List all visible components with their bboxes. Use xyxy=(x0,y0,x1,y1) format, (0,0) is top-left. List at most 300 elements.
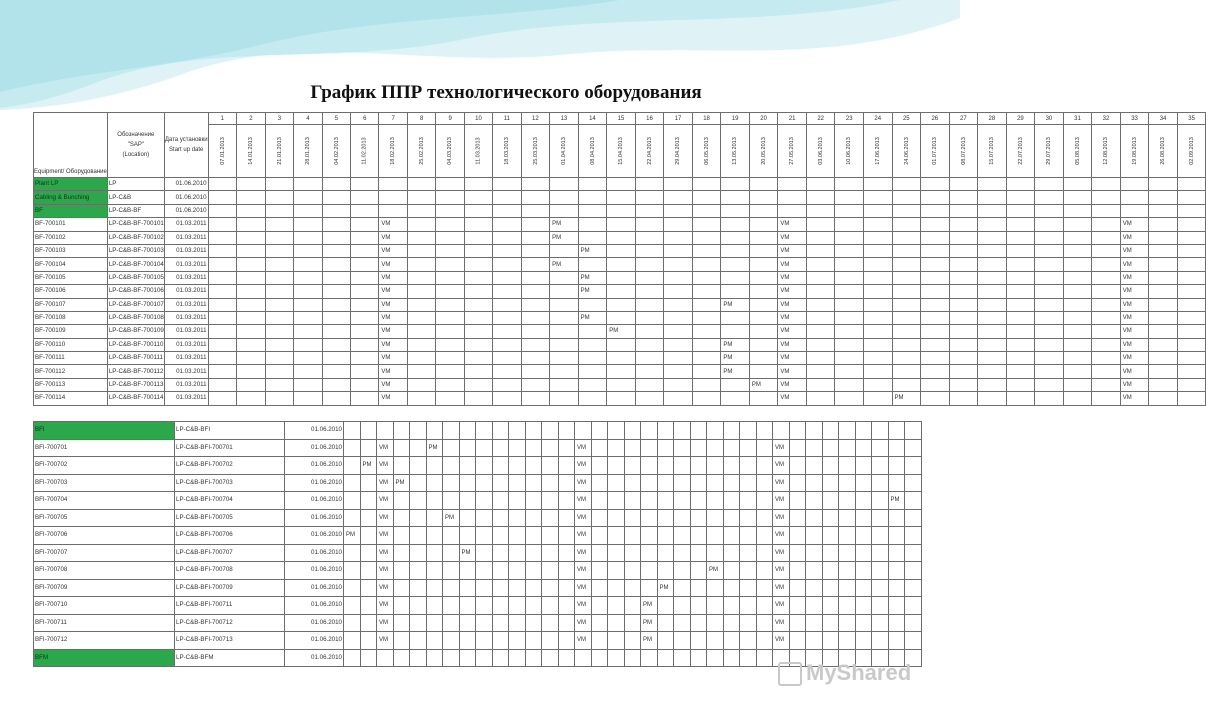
schedule-cell xyxy=(822,474,839,492)
schedule-cell xyxy=(558,474,575,492)
schedule-cell xyxy=(521,352,550,365)
schedule-cell xyxy=(459,439,476,457)
schedule-cell xyxy=(905,579,922,597)
schedule-cell xyxy=(707,492,724,510)
week-number-cell: 33 xyxy=(1120,113,1149,125)
schedule-cell xyxy=(607,365,636,378)
schedule-cell xyxy=(360,562,377,580)
schedule-cell xyxy=(1177,191,1206,204)
schedule-cell xyxy=(476,562,493,580)
schedule-cell xyxy=(740,614,757,632)
schedule-cell xyxy=(351,285,379,298)
schedule-cell xyxy=(542,439,559,457)
schedule-cell xyxy=(426,422,443,440)
schedule-cell xyxy=(624,422,641,440)
schedule-cell xyxy=(464,258,492,271)
startup-date-cell: 01.03.2011 xyxy=(164,285,208,298)
schedule-cell xyxy=(756,579,773,597)
startup-date-cell: 01.06.2010 xyxy=(285,632,344,650)
schedule-cell xyxy=(459,474,476,492)
schedule-cell xyxy=(872,509,889,527)
week-number-cell: 3 xyxy=(265,113,294,125)
table-row xyxy=(34,492,922,510)
schedule-cell xyxy=(641,527,658,545)
schedule-cell xyxy=(407,352,436,365)
schedule-cell xyxy=(360,614,377,632)
table-row xyxy=(34,338,1206,351)
schedule-cell xyxy=(888,422,905,440)
sap-code-cell: LP-C&B-BFI xyxy=(175,422,285,440)
schedule-cell xyxy=(1177,311,1206,324)
equipment-name-cell: BF-700102 xyxy=(34,231,108,244)
equipment-name-cell: BFI-700701 xyxy=(34,439,175,457)
week-number-cell: 12 xyxy=(521,113,550,125)
schedule-cell xyxy=(493,378,522,391)
schedule-cell: VM xyxy=(773,527,790,545)
schedule-cell xyxy=(635,311,664,324)
schedule-cell xyxy=(1035,178,1064,191)
schedule-cell xyxy=(978,365,1007,378)
equipment-name-cell: BF-700113 xyxy=(34,378,108,391)
schedule-cell xyxy=(692,258,721,271)
schedule-cell: VM xyxy=(778,271,807,284)
schedule-cell xyxy=(664,178,693,191)
schedule-cell xyxy=(1092,378,1121,391)
schedule-cell xyxy=(863,325,892,338)
schedule-cell: VM xyxy=(575,632,592,650)
schedule-cell xyxy=(237,285,266,298)
schedule-cell xyxy=(322,218,351,231)
week-date-label: 18.03.2013 xyxy=(503,137,510,165)
schedule-cell xyxy=(351,231,379,244)
schedule-cell xyxy=(550,178,579,191)
schedule-cell xyxy=(294,231,323,244)
schedule-cell: VM xyxy=(379,352,408,365)
week-date-cell xyxy=(892,125,921,178)
schedule-cell xyxy=(410,579,427,597)
sap-code-cell: LP-C&B-BF-700114 xyxy=(107,392,164,405)
schedule-cell xyxy=(476,439,493,457)
schedule-cell xyxy=(542,632,559,650)
schedule-cell xyxy=(322,271,351,284)
schedule-cell xyxy=(322,338,351,351)
week-date-cell xyxy=(749,125,778,178)
schedule-cell xyxy=(237,298,266,311)
schedule-cell xyxy=(294,271,323,284)
schedule-cell xyxy=(1092,258,1121,271)
week-number-cell: 10 xyxy=(464,113,492,125)
schedule-cell xyxy=(591,649,608,667)
schedule-cell xyxy=(492,492,509,510)
schedule-cell: PM xyxy=(721,352,750,365)
equipment-name-cell: BF-700114 xyxy=(34,392,108,405)
schedule-cell xyxy=(740,579,757,597)
table-row xyxy=(34,218,1206,231)
schedule-cell xyxy=(872,422,889,440)
schedule-cell xyxy=(208,325,237,338)
code-header: Обозначение "SAP" (Location) xyxy=(107,113,164,178)
schedule-cell xyxy=(1063,258,1092,271)
schedule-cell xyxy=(493,218,522,231)
schedule-cell xyxy=(542,422,559,440)
week-date-cell xyxy=(835,125,864,178)
schedule-cell: VM xyxy=(778,338,807,351)
schedule-cell xyxy=(872,439,889,457)
week-number-cell: 7 xyxy=(379,113,408,125)
schedule-cell xyxy=(740,632,757,650)
schedule-cell xyxy=(436,352,465,365)
table-row xyxy=(34,632,922,650)
schedule-cell xyxy=(436,204,465,217)
schedule-cell xyxy=(1063,311,1092,324)
schedule-cell xyxy=(624,632,641,650)
schedule-cell: VM xyxy=(379,365,408,378)
schedule-cell xyxy=(721,191,750,204)
schedule-cell xyxy=(892,338,921,351)
schedule-cell xyxy=(806,231,835,244)
schedule-cell xyxy=(1120,204,1149,217)
schedule-cell xyxy=(591,474,608,492)
schedule-cell: VM xyxy=(1120,378,1149,391)
schedule-cell xyxy=(360,649,377,667)
schedule-cell xyxy=(351,365,379,378)
schedule-cell xyxy=(558,614,575,632)
startup-date-cell: 01.06.2010 xyxy=(285,562,344,580)
schedule-cell xyxy=(1006,271,1035,284)
schedule-cell xyxy=(1092,231,1121,244)
schedule-cell: VM xyxy=(773,439,790,457)
schedule-cell xyxy=(1177,298,1206,311)
schedule-cell xyxy=(608,474,625,492)
sap-code-cell: LP-C&B-BFI-700711 xyxy=(175,597,285,615)
schedule-cell xyxy=(855,562,872,580)
schedule-cell xyxy=(892,178,921,191)
table-row xyxy=(34,614,922,632)
schedule-cell xyxy=(835,191,864,204)
schedule-cell xyxy=(822,562,839,580)
schedule-cell: VM xyxy=(379,311,408,324)
schedule-cell xyxy=(237,352,266,365)
schedule-cell xyxy=(806,204,835,217)
schedule-cell xyxy=(464,338,492,351)
schedule-cell xyxy=(692,191,721,204)
schedule-cell xyxy=(360,422,377,440)
schedule-cell: VM xyxy=(1120,258,1149,271)
week-date-label: 02.09.2013 xyxy=(1188,137,1195,165)
schedule-cell xyxy=(892,244,921,257)
schedule-cell xyxy=(949,204,978,217)
week-date-label: 04.02.2013 xyxy=(333,137,340,165)
schedule-cell xyxy=(208,258,237,271)
week-number-cell: 19 xyxy=(721,113,750,125)
schedule-cell xyxy=(664,285,693,298)
schedule-cell xyxy=(723,649,740,667)
table-row xyxy=(34,258,1206,271)
startup-date-cell: 01.06.2010 xyxy=(285,527,344,545)
schedule-cell xyxy=(542,509,559,527)
schedule-cell xyxy=(410,614,427,632)
schedule-cell xyxy=(1092,352,1121,365)
schedule-cell xyxy=(835,218,864,231)
schedule-cell: PM xyxy=(578,244,607,257)
startup-date-cell: 01.06.2010 xyxy=(285,649,344,667)
schedule-cell: PM xyxy=(888,492,905,510)
schedule-cell xyxy=(789,597,806,615)
schedule-cell xyxy=(888,509,905,527)
schedule-cell xyxy=(322,178,351,191)
schedule-cell xyxy=(509,439,526,457)
schedule-cell xyxy=(1006,204,1035,217)
schedule-cell xyxy=(641,492,658,510)
schedule-cell: VM xyxy=(377,509,394,527)
schedule-cell xyxy=(921,244,950,257)
schedule-cell xyxy=(377,422,394,440)
schedule-cell xyxy=(872,579,889,597)
schedule-cell xyxy=(835,231,864,244)
schedule-cell xyxy=(674,632,691,650)
schedule-cell xyxy=(407,191,436,204)
schedule-cell xyxy=(492,509,509,527)
schedule-cell xyxy=(806,457,823,475)
week-date-cell xyxy=(978,125,1007,178)
schedule-cell xyxy=(892,218,921,231)
schedule-cell xyxy=(806,285,835,298)
week-date-label: 05.08.2013 xyxy=(1074,137,1081,165)
schedule-cell xyxy=(635,258,664,271)
table-row xyxy=(34,422,922,440)
schedule-cell xyxy=(624,579,641,597)
schedule-cell xyxy=(978,378,1007,391)
schedule-cell xyxy=(521,244,550,257)
schedule-cell xyxy=(426,492,443,510)
schedule-cell xyxy=(509,474,526,492)
schedule-cell xyxy=(493,258,522,271)
week-date-label: 22.07.2013 xyxy=(1017,137,1024,165)
schedule-cell xyxy=(806,352,835,365)
schedule-cell xyxy=(509,579,526,597)
schedule-cell xyxy=(707,632,724,650)
sap-code-cell: LP-C&B-BF-700111 xyxy=(107,352,164,365)
schedule-cell: VM xyxy=(377,544,394,562)
schedule-cell xyxy=(237,365,266,378)
week-number-cell: 34 xyxy=(1149,113,1178,125)
schedule-cell xyxy=(978,352,1007,365)
week-number-cell: 27 xyxy=(949,113,978,125)
equipment-name-cell: BFI-700711 xyxy=(34,614,175,632)
schedule-cell xyxy=(1177,244,1206,257)
sap-code-cell: LP-C&B-BFI-700706 xyxy=(175,527,285,545)
schedule-cell xyxy=(664,204,693,217)
schedule-cell xyxy=(578,392,607,405)
schedule-cell xyxy=(892,191,921,204)
schedule-cell xyxy=(322,231,351,244)
schedule-cell xyxy=(1177,352,1206,365)
schedule-cell xyxy=(393,457,410,475)
schedule-cell xyxy=(690,422,707,440)
schedule-cell xyxy=(806,244,835,257)
schedule-cell xyxy=(208,244,237,257)
schedule-cell: VM xyxy=(773,562,790,580)
schedule-cell: VM xyxy=(778,352,807,365)
schedule-cell xyxy=(407,285,436,298)
schedule-cell xyxy=(550,191,579,204)
schedule-cell xyxy=(806,422,823,440)
schedule-cell xyxy=(407,365,436,378)
table-row xyxy=(34,439,922,457)
schedule-cell xyxy=(1063,352,1092,365)
schedule-cell xyxy=(459,649,476,667)
schedule-cell xyxy=(1006,285,1035,298)
schedule-cell xyxy=(379,178,408,191)
schedule-cell xyxy=(690,579,707,597)
schedule-cell xyxy=(806,338,835,351)
schedule-cell xyxy=(756,614,773,632)
schedule-cell xyxy=(436,311,465,324)
week-number-cell: 6 xyxy=(351,113,379,125)
schedule-cell xyxy=(521,204,550,217)
schedule-cell: PM xyxy=(360,457,377,475)
schedule-cell xyxy=(407,258,436,271)
schedule-cell xyxy=(822,614,839,632)
schedule-cell xyxy=(464,285,492,298)
equipment-name-cell: BF-700112 xyxy=(34,365,108,378)
schedule-cell xyxy=(789,422,806,440)
week-date-label: 24.06.2013 xyxy=(903,137,910,165)
schedule-cell xyxy=(426,544,443,562)
schedule-cell xyxy=(863,392,892,405)
schedule-cell xyxy=(1063,285,1092,298)
schedule-cell: PM xyxy=(641,614,658,632)
week-date-cell xyxy=(607,125,636,178)
schedule-cell xyxy=(476,579,493,597)
equipment-name-cell: BF-700109 xyxy=(34,325,108,338)
schedule-cell xyxy=(464,231,492,244)
schedule-cell xyxy=(351,392,379,405)
schedule-cell xyxy=(521,325,550,338)
table-row xyxy=(34,244,1206,257)
schedule-cell xyxy=(756,632,773,650)
startup-date-cell: 01.06.2010 xyxy=(285,457,344,475)
schedule-cell xyxy=(835,311,864,324)
schedule-cell xyxy=(344,597,361,615)
schedule-cell xyxy=(756,544,773,562)
schedule-cell xyxy=(905,422,922,440)
schedule-cell xyxy=(707,649,724,667)
schedule-cell xyxy=(550,365,579,378)
schedule-cell xyxy=(542,597,559,615)
startup-date-cell: 01.03.2011 xyxy=(164,325,208,338)
schedule-cell xyxy=(558,439,575,457)
schedule-cell xyxy=(690,527,707,545)
schedule-cell xyxy=(635,244,664,257)
week-date-cell xyxy=(778,125,807,178)
sap-code-cell: LP-C&B-BF-700112 xyxy=(107,365,164,378)
schedule-cell xyxy=(521,231,550,244)
schedule-cell xyxy=(360,544,377,562)
week-date-label: 07.01.2013 xyxy=(219,137,226,165)
schedule-cell xyxy=(1063,365,1092,378)
schedule-cell xyxy=(806,527,823,545)
sap-code-cell: LP-C&B-BF xyxy=(107,204,164,217)
schedule-cell: VM xyxy=(379,244,408,257)
equipment-name-cell: BFI-700703 xyxy=(34,474,175,492)
schedule-cell xyxy=(723,439,740,457)
table-row xyxy=(34,231,1206,244)
schedule-cell xyxy=(863,285,892,298)
schedule-cell xyxy=(443,649,460,667)
schedule-cell xyxy=(525,422,542,440)
schedule-cell xyxy=(749,298,778,311)
schedule-cell xyxy=(509,632,526,650)
table-row xyxy=(34,365,1206,378)
schedule-cell xyxy=(949,218,978,231)
schedule-cell xyxy=(674,474,691,492)
schedule-cell xyxy=(690,649,707,667)
schedule-cell xyxy=(949,244,978,257)
schedule-cell xyxy=(464,244,492,257)
schedule-cell xyxy=(521,365,550,378)
equipment-name-cell: BF-700107 xyxy=(34,298,108,311)
startup-date-cell: 01.06.2010 xyxy=(285,474,344,492)
schedule-cell xyxy=(1035,325,1064,338)
startup-date-cell: 01.03.2011 xyxy=(164,352,208,365)
schedule-cell xyxy=(1063,218,1092,231)
week-date-cell xyxy=(721,125,750,178)
schedule-cell: PM xyxy=(550,218,579,231)
schedule-cell xyxy=(542,474,559,492)
schedule-cell xyxy=(721,285,750,298)
schedule-cell xyxy=(863,204,892,217)
week-date-label: 21.01.2013 xyxy=(276,137,283,165)
week-date-label: 25.02.2013 xyxy=(418,137,425,165)
schedule-cell xyxy=(558,597,575,615)
sap-code-cell: LP-C&B-BF-700109 xyxy=(107,325,164,338)
schedule-cell xyxy=(464,392,492,405)
schedule-cell xyxy=(978,325,1007,338)
schedule-cell xyxy=(265,392,294,405)
schedule-cell xyxy=(492,422,509,440)
schedule-cell xyxy=(806,392,835,405)
schedule-cell xyxy=(436,218,465,231)
schedule-cell xyxy=(872,614,889,632)
week-date-cell xyxy=(464,125,492,178)
schedule-cell xyxy=(407,271,436,284)
schedule-cell: PM xyxy=(578,285,607,298)
schedule-cell xyxy=(476,492,493,510)
schedule-cell xyxy=(749,338,778,351)
schedule-cell xyxy=(436,258,465,271)
schedule-cell xyxy=(493,191,522,204)
schedule-cell xyxy=(360,579,377,597)
schedule-cell xyxy=(1149,378,1178,391)
schedule-cell xyxy=(1149,365,1178,378)
startup-date-cell: 01.06.2010 xyxy=(164,191,208,204)
schedule-cell xyxy=(806,271,835,284)
schedule-cell xyxy=(664,338,693,351)
schedule-cell: VM xyxy=(773,614,790,632)
schedule-cell xyxy=(265,218,294,231)
schedule-cell: VM xyxy=(575,492,592,510)
schedule-cell xyxy=(294,298,323,311)
schedule-cell: VM xyxy=(1120,285,1149,298)
schedule-cell xyxy=(978,311,1007,324)
schedule-cell xyxy=(407,338,436,351)
schedule-cell xyxy=(443,632,460,650)
sap-code-cell: LP-C&B-BF-700106 xyxy=(107,285,164,298)
schedule-cell xyxy=(351,325,379,338)
schedule-cell: VM xyxy=(379,258,408,271)
schedule-cell xyxy=(674,527,691,545)
